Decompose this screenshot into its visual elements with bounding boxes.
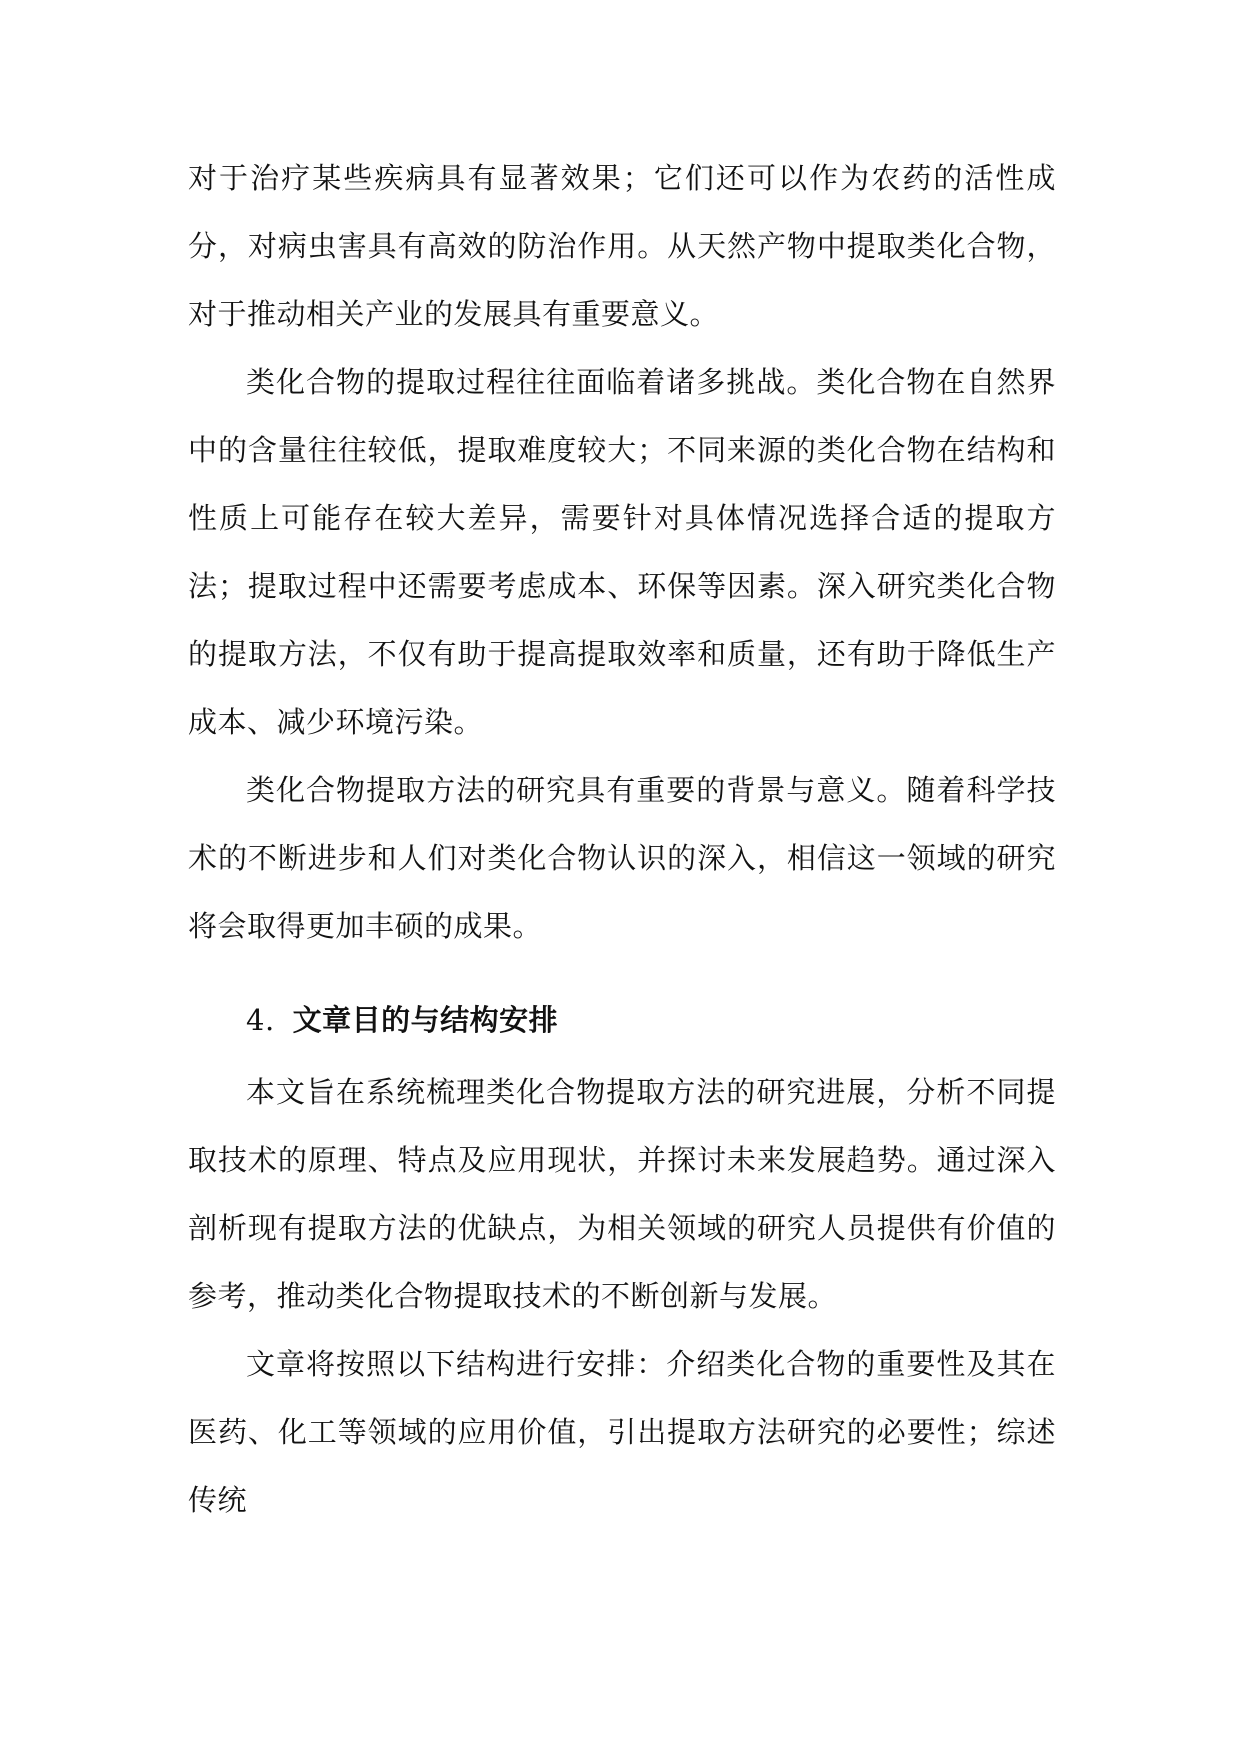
paragraph-article-structure: 文章将按照以下结构进行安排：介绍类化合物的重要性及其在医药、化工等领域的应用价值，引出提取方法研究的必要性；综述传统 [188, 1347, 1056, 1517]
paragraph-extraction-challenges: 类化合物的提取过程往往面临着诸多挑战。类化合物在自然界中的含量往往较低，提取难度较大；不同来源的类化合物在结构和性质上可能存在较大差异，需要针对具体情况选择合适的提取方法；提取过程中还需要考虑成本、环保等因素。深入研究类化合物的提取方法，不仅有助于提高提取效率和质量，还有助于降低生产成本、减少环境污染。 [188, 365, 1056, 739]
section-number: 4. [246, 1003, 275, 1037]
paragraph-research-significance: 类化合物提取方法的研究具有重要的背景与意义。随着科学技术的不断进步和人们对类化合物认识的深入，相信这一领域的研究将会取得更加丰硕的成果。 [188, 773, 1056, 943]
section-heading [188, 986, 1056, 1054]
paragraph-article-purpose: 本文旨在系统梳理类化合物提取方法的研究进展，分析不同提取技术的原理、特点及应用现状，并探讨未来发展趋势。通过深入剖析现有提取方法的优缺点，为相关领域的研究人员提供有价值的参考，推动类化合物提取技术的不断创新与发展。 [188, 1075, 1056, 1313]
section-title: 文章目的与结构安排 [292, 1003, 559, 1037]
paragraph-continuation: 对于治疗某些疾病具有显著效果；它们还可以作为农药的活性成分，对病虫害具有高效的防治作用。从天然产物中提取类化合物，对于推动相关产业的发展具有重要意义。 [188, 161, 1056, 331]
document-body [188, 144, 1056, 1534]
